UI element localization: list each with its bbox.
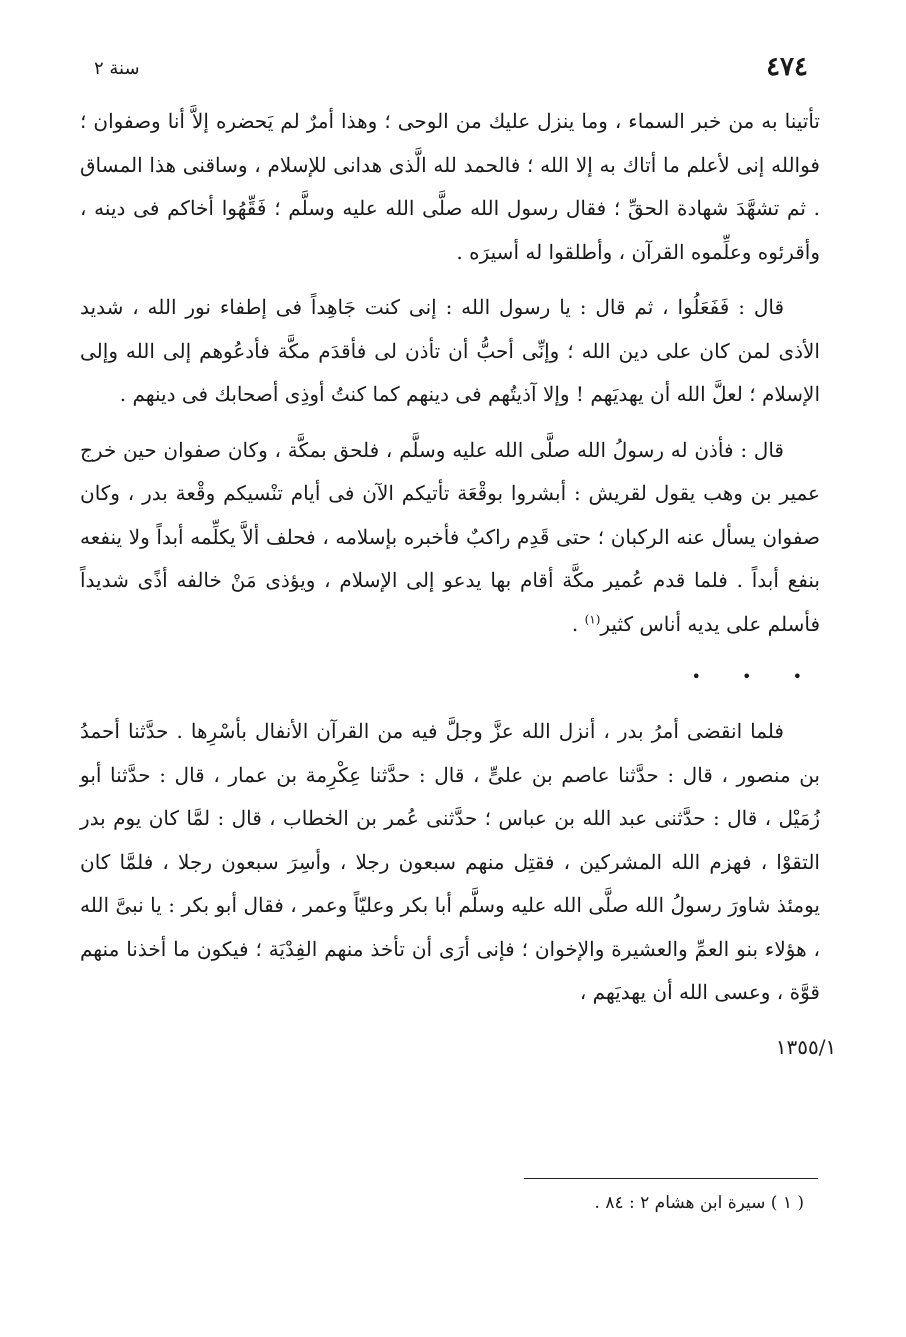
paragraph-3-tail: . xyxy=(571,611,585,636)
page-header xyxy=(88,52,818,92)
page-number: ٤٧٤ xyxy=(766,52,808,82)
main-text xyxy=(80,100,820,1015)
footnote-reference: (١) xyxy=(584,611,601,626)
footnote-rule xyxy=(524,1178,818,1179)
footnote: ( ١ ) سيرة ابن هشام ٢ : ٨٤ . xyxy=(594,1193,804,1213)
paragraph-2: قال : فَفَعَلُوا ، ثم قال : يا رسول الله : إنى كنت جَاهِداً فى إطفاء نور الله ، شديد الأذى لمن كان على دين الله ؛ وإنِّى أحبُّ أن تأذن لى فأقدَم مكَّة فأدعُوهم إلى الله وإلى الإسلام ؛ لعلَّ الله أن يهديَهم ! وإلا آذيتُهم فى دينهم كما كنتُ أوذِى أصحابك فى دينهم . xyxy=(80,295,820,406)
paragraph-3-text: قال : فأذن له رسولُ الله صلَّى الله عليه وسلَّم ، فلحق بمكَّة ، وكان صفوان حين خرج عمير بن وهب يقول لقريش : أبشروا بوقْعَة تأتيكم الآن فى أيام تنْسيكم وقْعة بدر ، وكان صفوان يسأل عنه الركبان ؛ حتى قَدِم راكبٌ فأخبره بإسلامه ، فحلف ألاَّ يكلِّمه أبداً ولا ينفعه بنفع أبداً . فلما قدم عُمير مكَّة أقام بها يدعو إلى الإسلام ، ويؤذى مَنْ خالفه أذًى شديداً فأسلم على يديه أناس كثير xyxy=(80,437,820,636)
paragraph-3 xyxy=(80,429,820,647)
paragraph-1: تأتينا به من خبر السماء ، وما ينزل عليك من الوحى ؛ وهذا أمرٌ لم يَحضره إلاَّ أنا وصفوان ؛ فوالله إنى لأعلم ما أتاك به إلا الله ؛ فالحمد لله الَّذى هدانى للإسلام ، وساقنى هذا المساق . ثم تشهَّدَ شهادة الحقِّ ؛ فقال رسول الله صلَّى الله عليه وسلَّم ؛ فَقِّهُوا أخاكم فى دينه ، وأقرئوه وعلِّموه القرآن ، وأطلقوا له أسيرَه . xyxy=(80,109,820,264)
paragraph-4: فلما انقضى أمرُ بدر ، أنزل الله عزَّ وجلَّ فيه من القرآن الأنفال بأسْرِها . حدَّثنا أحمدُ بن منصور ، قال : حدَّثنا عاصم بن علىٍّ ، قال : حدَّثنا عِكْرِمة بن عمار ، قال : حدَّثنا أبو زُمَيْل ، قال : حدَّثنى عبد الله بن عباس ؛ حدَّثنى عُمر بن الخطاب ، قال : لمَّا كان يوم بدر التقوْا ، فهزم الله المشركين ، فقتِل منهم سبعون رجلا ، وأسِرَ سبعون رجلا ، فلمَّا كان يومئذ شاورَ رسولُ الله صلَّى الله عليه وسلَّم أبا بكر وعليّاً وعمر ، فقال أبو بكر : يا نبىَّ الله ، هؤلاء بنو العمِّ والعشيرة والإخوان ؛ فإنى أرَى أن تأخذ منهم الفِدْيَة ؛ فيكون ما أخذنا منهم قوَّة ، وعسى الله أن يهديَهم ، xyxy=(80,719,820,1004)
margin-note: ١٣٥٥/١ xyxy=(775,1035,837,1059)
section-separator: • • • xyxy=(691,667,820,686)
running-head: سنة ٢ xyxy=(94,58,140,79)
